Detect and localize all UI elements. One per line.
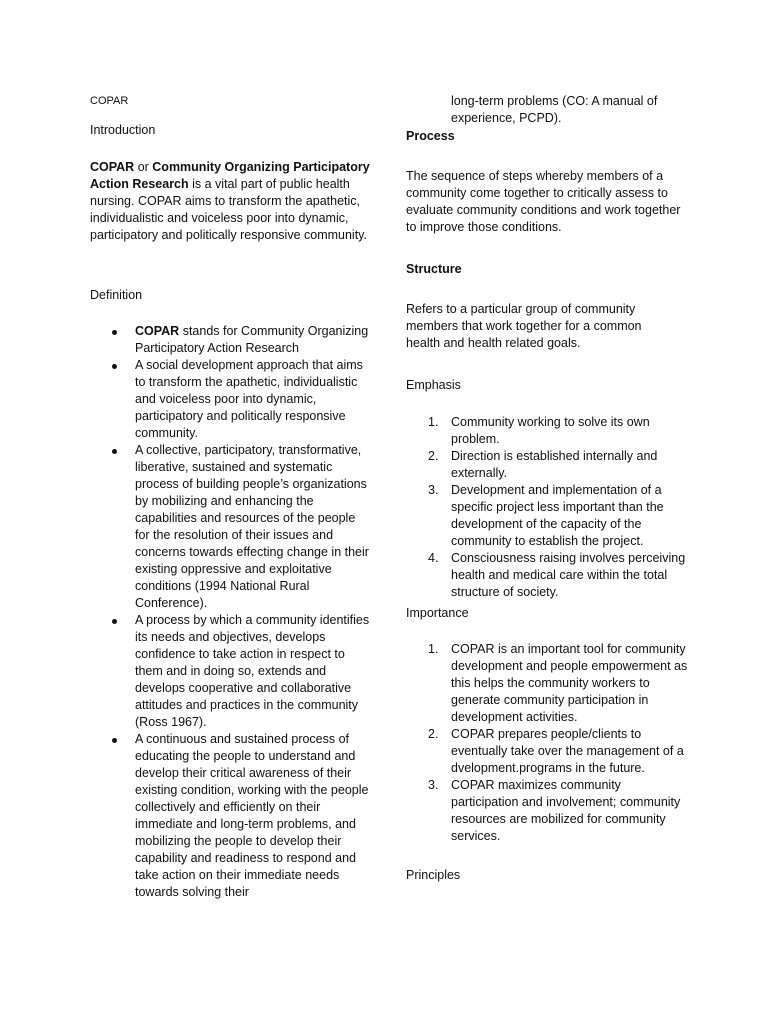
item-number: 3. xyxy=(428,778,439,792)
definition-item-bold: COPAR xyxy=(135,324,180,338)
emphasis-heading: Emphasis xyxy=(406,378,461,392)
definition-item xyxy=(90,442,372,612)
emphasis-item-text: Consciousness raising involves perceiving health and medical care within the total structure of society. xyxy=(451,551,686,599)
introduction-heading: Introduction xyxy=(90,123,156,137)
or-text: or xyxy=(134,160,153,174)
emphasis-item-text: Community working to solve its own problem. xyxy=(451,415,650,446)
definition-item xyxy=(90,731,372,901)
definition-item-text: A collective, participatory, transformative, liberative, sustained and systematic process of building people’s organizations by mobilizing and enhancing the capabilities and resources of the people for the resolution of their issues and concerns towards effecting change in their existing oppressive and exploitative conditions (1994 National Rural Conference). xyxy=(135,443,369,610)
bullet-icon xyxy=(112,738,117,743)
structure-heading: Structure xyxy=(406,262,462,276)
definition-heading: Definition xyxy=(90,288,143,302)
importance-item xyxy=(406,726,688,777)
process-paragraph: The sequence of steps whereby members of a community come together to critically assess to evaluate community conditions and work together to improve those conditions. xyxy=(406,169,681,234)
introduction-text: is a vital part of public health nursing. COPAR aims to transform the apathetic, individualistic and voiceless poor into dynamic, participatory and politically responsive community. xyxy=(90,177,367,242)
copar-full-term: Community Organizing Participatory Action Research xyxy=(90,160,370,191)
bullet-icon xyxy=(112,364,117,369)
item-number: 2. xyxy=(428,449,439,463)
bullet-icon xyxy=(112,619,117,624)
item-number: 4. xyxy=(428,551,439,565)
importance-list xyxy=(406,641,688,845)
definition-item-text: A social development approach that aims to transform the apathetic, individualistic and voiceless poor into dynamic, participatory and politically responsive community. xyxy=(135,358,363,440)
emphasis-item xyxy=(406,550,688,601)
definition-item-text: A process by which a community identifies its needs and objectives, develops confidence to take action in respect to them and in doing so, extends and develops cooperative and collaborative attitudes and practices in the community (Ross 1967). xyxy=(135,613,370,729)
emphasis-item-text: Development and implementation of a specific project less important than the development of the capacity of the community to establish the project. xyxy=(451,483,664,548)
importance-item xyxy=(406,777,688,845)
document-label: COPAR xyxy=(90,95,129,107)
item-number: 2. xyxy=(428,727,439,741)
importance-item xyxy=(406,641,688,726)
principles-heading: Principles xyxy=(406,868,461,882)
definition-item xyxy=(90,612,372,731)
emphasis-list xyxy=(406,414,688,601)
process-heading: Process xyxy=(406,129,455,143)
definition-item xyxy=(90,357,372,442)
bullet-icon xyxy=(112,330,117,335)
definition-item xyxy=(90,323,372,357)
importance-item-text: COPAR maximizes community participation and involvement; community resources are mobilized for community services. xyxy=(451,778,681,843)
definition-list xyxy=(90,323,372,901)
importance-item-text: COPAR prepares people/clients to eventually take over the management of a dvelopment.programs in the future. xyxy=(451,727,684,775)
emphasis-item xyxy=(406,482,688,550)
introduction-paragraph xyxy=(90,159,372,244)
item-number: 1. xyxy=(428,642,439,656)
structure-paragraph: Refers to a particular group of community members that work together for a common health and health related goals. xyxy=(406,302,642,350)
importance-item-text: COPAR is an important tool for community development and people empowerment as this helps the community workers to generate community participation in development activities. xyxy=(451,642,688,724)
definition-item-text: stands for Community Organizing Participatory Action Research xyxy=(135,324,369,355)
emphasis-item xyxy=(406,414,688,448)
item-number: 3. xyxy=(428,483,439,497)
definition-continuation: long-term problems (CO: A manual of experience, PCPD). xyxy=(451,94,658,125)
item-number: 1. xyxy=(428,415,439,429)
copar-term: COPAR xyxy=(90,160,135,174)
bullet-icon xyxy=(112,449,117,454)
importance-heading: Importance xyxy=(406,606,469,620)
emphasis-item-text: Direction is established internally and externally. xyxy=(451,449,658,480)
definition-item-text: A continuous and sustained process of educating the people to understand and develop their critical awareness of their existing condition, working with the people collectively and efficiently on their immediate and long-term problems, and mobilizing the people to develop their capability and readiness to respond and take action on their immediate needs towards solving their xyxy=(135,732,369,899)
emphasis-item xyxy=(406,448,688,482)
